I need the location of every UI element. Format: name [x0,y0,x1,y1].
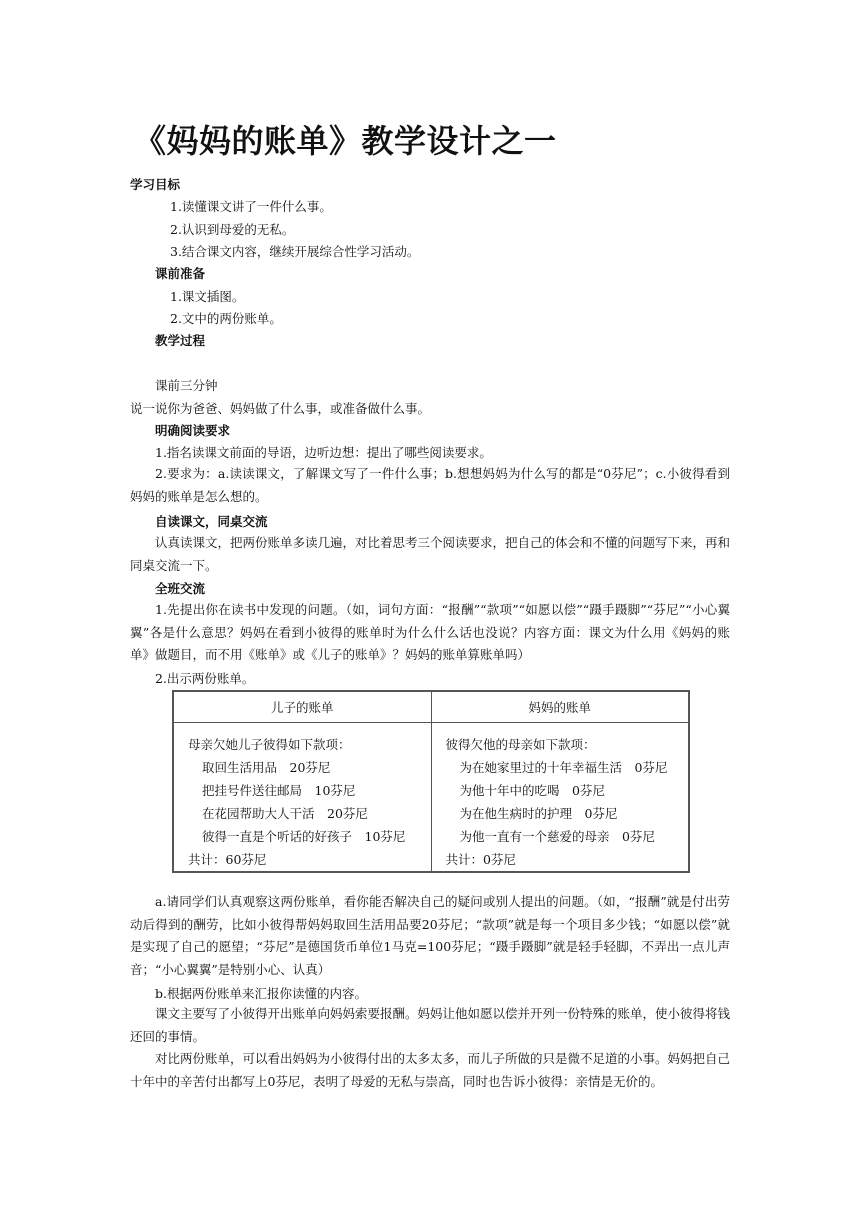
mom-bill-item: 为他一直有一个慈爱的母亲 0芬尼 [459,829,655,844]
analysis-a: a.请同学们认真观察这两份账单，看你能否解决自己的疑问或别人提出的问题。（如，“报酬”就是付出劳动后得到的酬劳，比如小彼得帮妈妈取回生活用品要20芬尼；“款项”就是每一个项目多少钱；“如愿以偿”就是实现了自己的愿望；“芬尼”是德国货币单位1马克=100芬尼；“蹑手蹑脚”就是轻手轻脚，不弄出一点儿声音；“小心翼翼”是特别小心、认真） [130,894,730,977]
goal-item: 3.结合课文内容，继续开展综合性学习活动。 [170,244,420,259]
son-bill-item: 在花园帮助大人干活 20芬尼 [202,806,368,821]
comparison-paragraph: 对比两份账单，可以看出妈妈为小彼得付出的太多太多，而儿子所做的只是微不足道的小事。妈妈把自己十年中的辛苦付出都写上0芬尼，表明了母爱的无私与崇高，同时也告诉小彼得：亲情是无价的。 [130,1051,731,1089]
process-heading: 教学过程 [155,333,206,348]
class-talk-heading: 全班交流 [155,581,206,596]
document-title: 《妈妈的账单》教学设计之一 [134,122,557,160]
summary-paragraph: 课文主要写了小彼得开出账单向妈妈索要报酬。妈妈让他如愿以偿并开列一份特殊的账单，使小彼得将钱还回的事情。 [130,1006,731,1044]
prep-item: 2.文中的两份账单。 [170,311,282,326]
son-bill-intro: 母亲欠她儿子彼得如下款项： [188,737,351,752]
goal-item: 1.读懂课文讲了一件什么事。 [170,199,332,214]
warmup-text: 说一说你为爸爸、妈妈做了什么事，或准备做什么事。 [130,401,431,416]
bills-table [172,690,690,873]
analysis-b: b.根据两份账单来汇报你读懂的内容。 [155,986,367,1001]
son-bill-item: 取回生活用品 20芬尼 [202,760,331,775]
son-bill-total: 共计：60芬尼 [188,852,267,867]
mom-bill-item: 为他十年中的吃喝 0芬尼 [459,783,605,798]
class-talk-item: 2.出示两份账单。 [155,671,255,686]
son-bill-header: 儿子的账单 [173,691,431,723]
goals-heading: 学习目标 [130,177,181,192]
reading-req-heading: 明确阅读要求 [155,423,231,438]
mom-bill-intro: 彼得欠他的母亲如下款项： [445,737,596,752]
mom-bill-header: 妈妈的账单 [431,691,689,723]
son-bill-item: 把挂号件送往邮局 10芬尼 [202,783,356,798]
reading-req-item: 1.指名读课文前面的导语，边听边想：提出了哪些阅读要求。 [155,445,492,460]
self-read-heading: 自读课文，同桌交流 [155,514,268,529]
prep-heading: 课前准备 [155,266,206,281]
mom-bill-cell [431,723,689,873]
son-bill-cell [173,723,431,873]
son-bill-item: 彼得一直是个听话的好孩子 10芬尼 [202,829,406,844]
goal-item: 2.认识到母爱的无私。 [170,222,295,237]
mom-bill-item: 为在他生病时的护理 0芬尼 [459,806,618,821]
warmup-title: 课前三分钟 [155,378,218,393]
prep-item: 1.课文插图。 [170,289,245,304]
self-read-text: 认真读课文，把两份账单多读几遍，对比着思考三个阅读要求，把自己的体会和不懂的问题写下来，再和同桌交流一下。 [130,535,731,573]
reading-req-item: 2.要求为：a.读读课文，了解课文写了一件什么事；b.想想妈妈为什么写的都是“0芬尼”；c.小彼得看到妈妈的账单是怎么想的。 [130,466,730,504]
class-talk-item: 1.先提出你在读书中发现的问题。（如，词句方面：“报酬”“款项”“如愿以偿”“蹑手蹑脚”“芬尼”“小心翼翼”各是什么意思？妈妈在看到小彼得的账单时为什么什么话也没说？内容方面：课文为什么用《妈妈的账单》做题目，而不用《账单》或《儿子的账单》？妈妈的账单算账单吗） [130,602,730,662]
mom-bill-item: 为在她家里过的十年幸福生活 0芬尼 [459,760,668,775]
mom-bill-total: 共计：0芬尼 [445,852,516,867]
